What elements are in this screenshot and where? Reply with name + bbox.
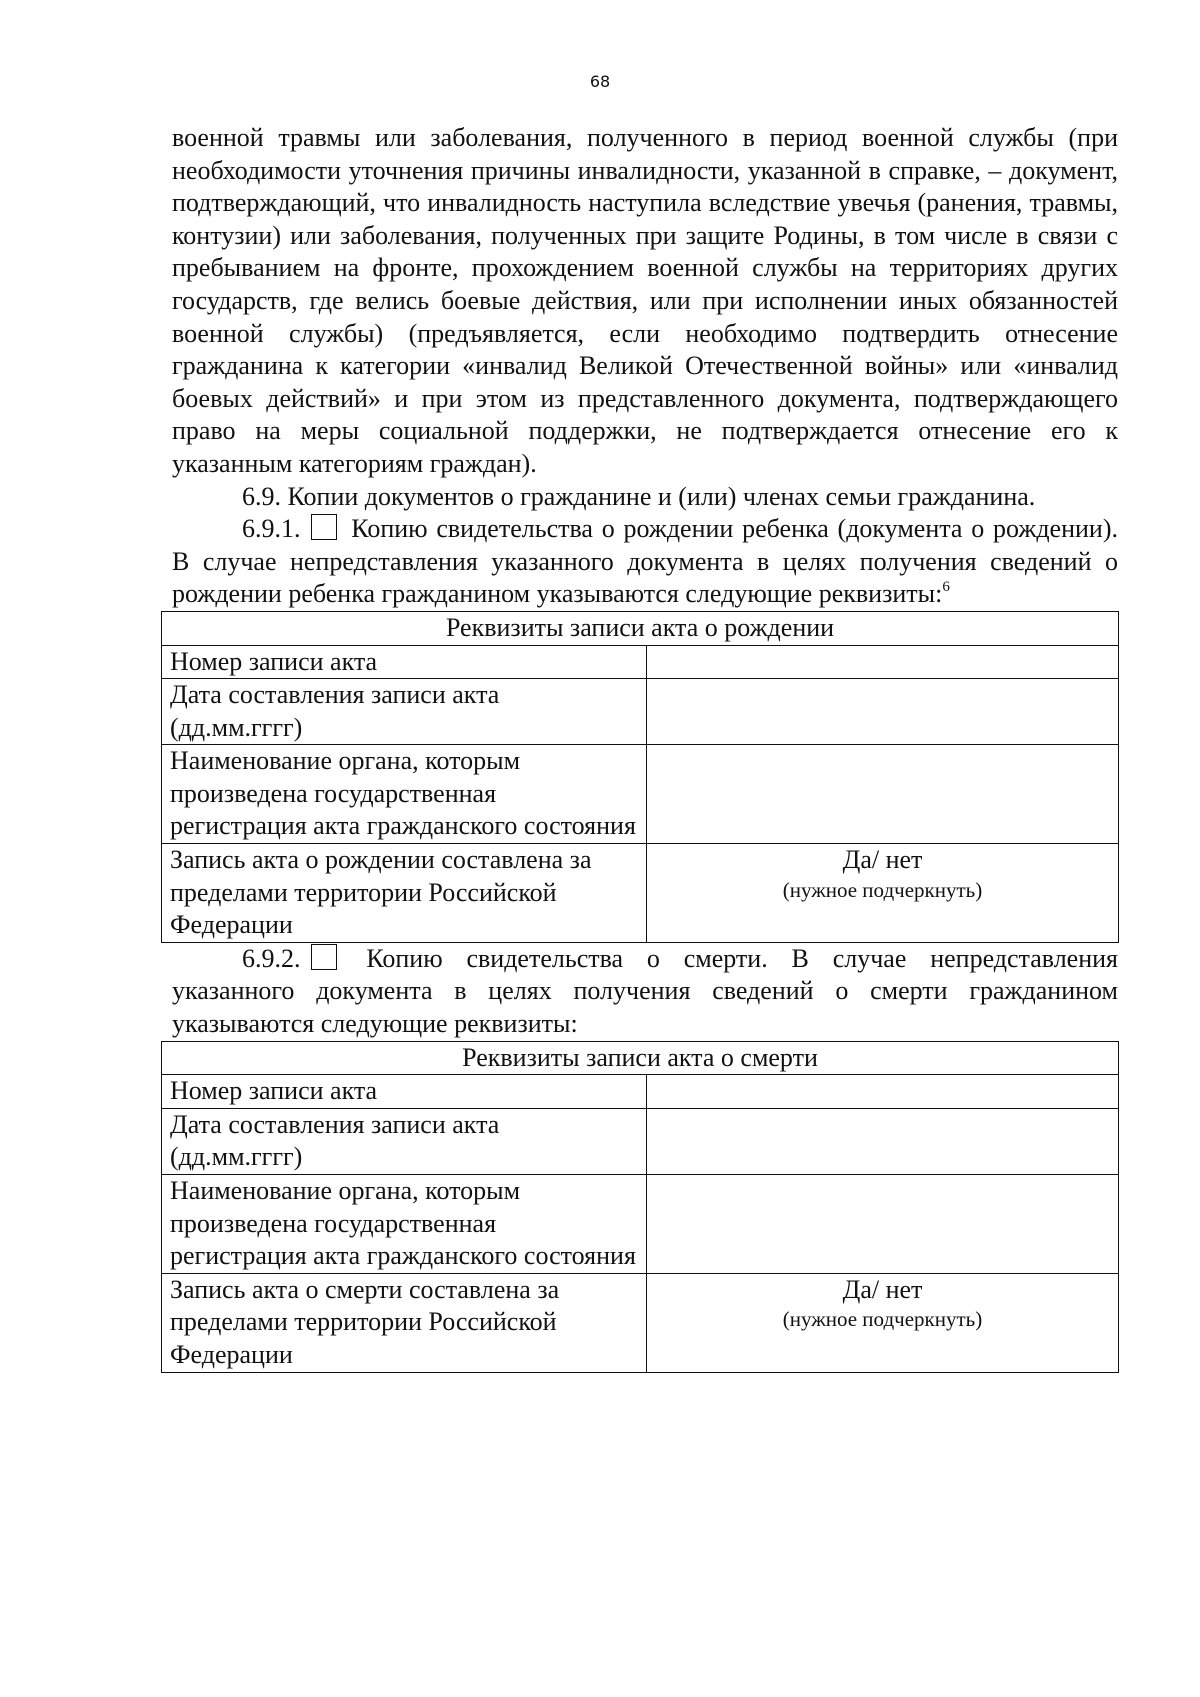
birth-record-number-label: Номер записи акта (162, 645, 647, 679)
death-certificate-checkbox[interactable] (311, 944, 337, 970)
table-row (162, 1075, 1119, 1109)
death-record-date-field[interactable] (647, 1108, 1119, 1174)
death-yes-no-option[interactable]: Да/ нет (842, 1274, 923, 1304)
death-record-number-field[interactable] (647, 1075, 1119, 1109)
birth-table-header: Реквизиты записи акта о рождении (162, 611, 1119, 645)
item-6-9-2-number: 6.9.2. (242, 943, 301, 973)
table-row (162, 844, 1119, 943)
death-record-date-label: Дата составления записи акта (дд.мм.гггг) (162, 1108, 647, 1174)
footnote-marker: 6 (942, 579, 950, 596)
birth-record-table (161, 611, 1119, 943)
table-row (162, 679, 1119, 745)
item-6-9-2-text: Копию свидетельства о смерти. В случае непредставления указанного документа в целях получения сведений о смерти гражданином указываются следующие реквизиты: (172, 943, 1119, 1039)
death-table-header: Реквизиты записи акта о смерти (162, 1041, 1119, 1075)
birth-record-abroad-label: Запись акта о рождении составлена за пределами территории Российской Федерации (162, 844, 647, 943)
document-body (172, 122, 1118, 1373)
birth-record-number-field[interactable] (647, 645, 1119, 679)
birth-yes-no-hint: (нужное подчеркнуть) (782, 877, 983, 902)
item-6-9-2 (172, 943, 1118, 1041)
section-6-9-heading: 6.9. Копии документов о гражданине и (или) членах семьи гражданина. (242, 481, 1036, 511)
birth-record-abroad-field[interactable] (647, 844, 1119, 943)
intro-paragraph: военной травмы или заболевания, полученного в период военной службы (при необходимости уточнения причины инвалидности, указанной в справке, – документ, подтверждающий, что инвалидность наступила вследствие увечья (ранения, травмы, контузии) или заболевания, полученных при защите Родины, в том числе в связи с пребыванием на фронте, прохождением военной службы на территориях других государств, где велись боевые действия, или при исполнении иных обязанностей военной службы) (предъявляется, если необходимо подтвердить отнесение гражданина к категории «инвалид Великой Отечественной войны» или «инвалид боевых действий» и при этом из представленного документа, подтверждающего право на меры социальной поддержки, не подтверждается отнесение его к указанным категориям граждан). (172, 123, 1118, 478)
death-record-number-label: Номер записи акта (162, 1075, 647, 1109)
birth-yes-no-option[interactable]: Да/ нет (842, 845, 923, 875)
item-6-9-1 (172, 513, 1118, 611)
birth-record-date-label: Дата составления записи акта (дд.мм.гггг) (162, 679, 647, 745)
death-record-authority-label: Наименование органа, которым произведена государственная регистрация акта гражданского состояния (162, 1175, 647, 1274)
item-6-9-1-number: 6.9.1. (242, 514, 301, 544)
table-row (162, 745, 1119, 844)
table-row (162, 1041, 1119, 1075)
table-row (162, 1273, 1119, 1372)
table-row (162, 645, 1119, 679)
page-number: 68 (589, 72, 611, 91)
birth-certificate-checkbox[interactable] (311, 514, 337, 540)
item-6-9-1-text: Копию свидетельства о рождении ребенка (документа о рождении). В случае непредставления указанного документа в целях получения сведений о рождении ребенка гражданином указываются следующие реквизиты: (172, 514, 1118, 609)
death-record-table (161, 1041, 1119, 1373)
death-record-abroad-field[interactable] (647, 1273, 1119, 1372)
death-yes-no-hint: (нужное подчеркнуть) (782, 1307, 983, 1332)
death-record-abroad-label: Запись акта о смерти составлена за пределами территории Российской Федерации (162, 1273, 647, 1372)
birth-record-authority-label: Наименование органа, которым произведена государственная регистрация акта гражданского состояния (162, 745, 647, 844)
birth-record-date-field[interactable] (647, 679, 1119, 745)
death-record-authority-field[interactable] (647, 1175, 1119, 1274)
table-row (162, 611, 1119, 645)
table-row (162, 1108, 1119, 1174)
table-row (162, 1175, 1119, 1274)
birth-record-authority-field[interactable] (647, 745, 1119, 844)
